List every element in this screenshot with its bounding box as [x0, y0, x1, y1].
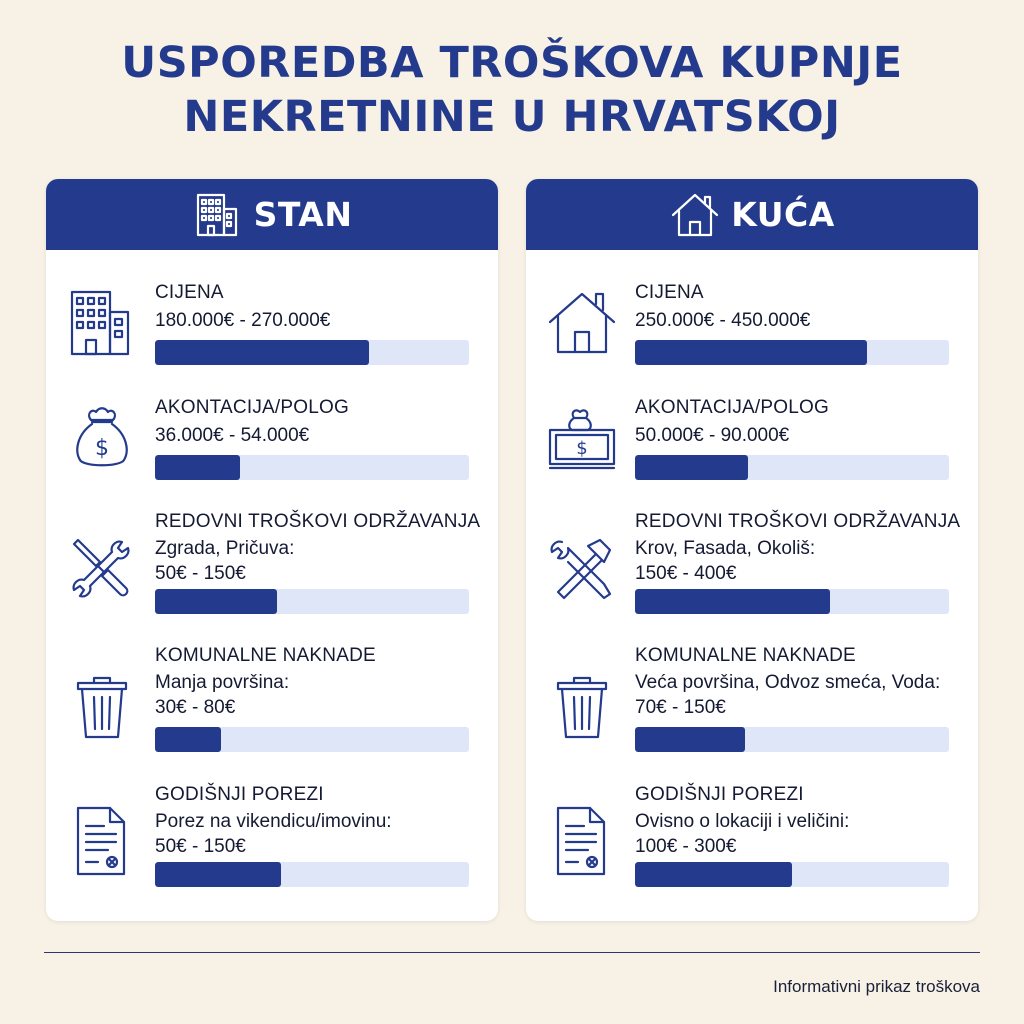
kuca-porezi-bar-fill — [635, 862, 792, 887]
kuca-cijena-label: CIJENA — [635, 282, 704, 303]
page-title-line-2: NEKRETNINE U HRVATSKOJ — [183, 92, 841, 142]
kuca-akontacija-label: AKONTACIJA/POLOG — [635, 397, 829, 418]
stan-card — [46, 179, 498, 921]
stan-card-header — [46, 179, 498, 250]
kuca-komunalne-bar-fill — [635, 727, 745, 752]
kuca-row-komunalne — [526, 643, 978, 753]
stan-row-cijena — [46, 279, 498, 369]
stan-komunalne-bar-fill — [155, 727, 221, 752]
stan-card-title: STAN — [253, 195, 353, 234]
kuca-porezi-bar — [635, 862, 949, 887]
wrench-hammer-icon — [544, 532, 620, 608]
kuca-porezi-label: GODIŠNJI POREZI — [635, 784, 804, 805]
kuca-cijena-bar-fill — [635, 340, 867, 365]
kuca-odrzavanje-bar — [635, 589, 949, 614]
stan-komunalne-range: 30€ - 80€ — [155, 697, 236, 718]
kuca-row-cijena — [526, 279, 978, 369]
kuca-porezi-range: 100€ - 300€ — [635, 836, 737, 857]
house-icon — [669, 189, 721, 241]
stan-row-komunalne — [46, 643, 498, 753]
stan-odrzavanje-detail: Zgrada, Pričuva: — [155, 538, 295, 559]
kuca-porezi-detail: Ovisno o lokaciji i veličini: — [635, 811, 850, 832]
stan-komunalne-detail: Manja površina: — [155, 672, 290, 693]
kuca-odrzavanje-range: 150€ - 400€ — [635, 563, 737, 584]
page-title — [0, 36, 1024, 144]
stan-cijena-label: CIJENA — [155, 282, 224, 303]
kuca-row-porezi — [526, 782, 978, 892]
kuca-akontacija-bar — [635, 455, 949, 480]
kuca-akontacija-bar-fill — [635, 455, 748, 480]
kuca-card — [526, 179, 978, 921]
kuca-odrzavanje-bar-fill — [635, 589, 830, 614]
stan-odrzavanje-bar-fill — [155, 589, 277, 614]
wrench-screwdriver-icon — [64, 532, 140, 608]
house-icon — [544, 284, 620, 360]
stan-akontacija-bar — [155, 455, 469, 480]
apartment-building-icon — [192, 189, 244, 241]
kuca-komunalne-label: KOMUNALNE NAKNADE — [635, 645, 856, 666]
money-stack-icon — [544, 400, 620, 476]
stan-akontacija-range: 36.000€ - 54.000€ — [155, 425, 310, 446]
stan-cijena-bar-fill — [155, 340, 369, 365]
money-bag-icon — [64, 400, 140, 476]
stan-porezi-bar-fill — [155, 862, 281, 887]
stan-cijena-range: 180.000€ - 270.000€ — [155, 310, 331, 331]
stan-komunalne-bar — [155, 727, 469, 752]
kuca-odrzavanje-label: REDOVNI TROŠKOVI ODRŽAVANJA — [635, 511, 961, 532]
stan-odrzavanje-bar — [155, 589, 469, 614]
stan-row-porezi — [46, 782, 498, 892]
stan-porezi-range: 50€ - 150€ — [155, 836, 246, 857]
stan-porezi-detail: Porez na vikendicu/imovinu: — [155, 811, 392, 832]
stan-odrzavanje-label: REDOVNI TROŠKOVI ODRŽAVANJA — [155, 511, 481, 532]
kuca-row-akontacija — [526, 394, 978, 484]
page-title-line-1: USPOREDBA TROŠKOVA KUPNJE — [121, 38, 903, 88]
apartment-building-icon — [64, 284, 140, 360]
footnote: Informativni prikaz troškova — [773, 977, 980, 996]
svg-text:$: $ — [576, 438, 588, 459]
kuca-komunalne-range: 70€ - 150€ — [635, 697, 726, 718]
kuca-cijena-range: 250.000€ - 450.000€ — [635, 310, 811, 331]
stan-row-odrzavanje — [46, 509, 498, 619]
kuca-komunalne-bar — [635, 727, 949, 752]
kuca-odrzavanje-detail: Krov, Fasada, Okoliš: — [635, 538, 816, 559]
stan-odrzavanje-range: 50€ - 150€ — [155, 563, 246, 584]
footer-divider — [44, 952, 980, 953]
stan-komunalne-label: KOMUNALNE NAKNADE — [155, 645, 376, 666]
kuca-cijena-bar — [635, 340, 949, 365]
svg-text:$: $ — [95, 436, 109, 461]
trash-bin-icon — [544, 667, 620, 743]
stan-row-akontacija — [46, 394, 498, 484]
stan-akontacija-label: AKONTACIJA/POLOG — [155, 397, 349, 418]
kuca-akontacija-range: 50.000€ - 90.000€ — [635, 425, 790, 446]
stan-cijena-bar — [155, 340, 469, 365]
stan-akontacija-bar-fill — [155, 455, 240, 480]
tax-document-icon — [544, 802, 620, 878]
stan-porezi-label: GODIŠNJI POREZI — [155, 784, 324, 805]
kuca-card-header — [526, 179, 978, 250]
tax-document-icon — [64, 802, 140, 878]
kuca-komunalne-detail: Veća površina, Odvoz smeća, Voda: — [635, 672, 941, 693]
kuca-card-title: KUĆA — [731, 195, 835, 234]
kuca-row-odrzavanje — [526, 509, 978, 619]
stan-porezi-bar — [155, 862, 469, 887]
trash-bin-icon — [64, 667, 140, 743]
